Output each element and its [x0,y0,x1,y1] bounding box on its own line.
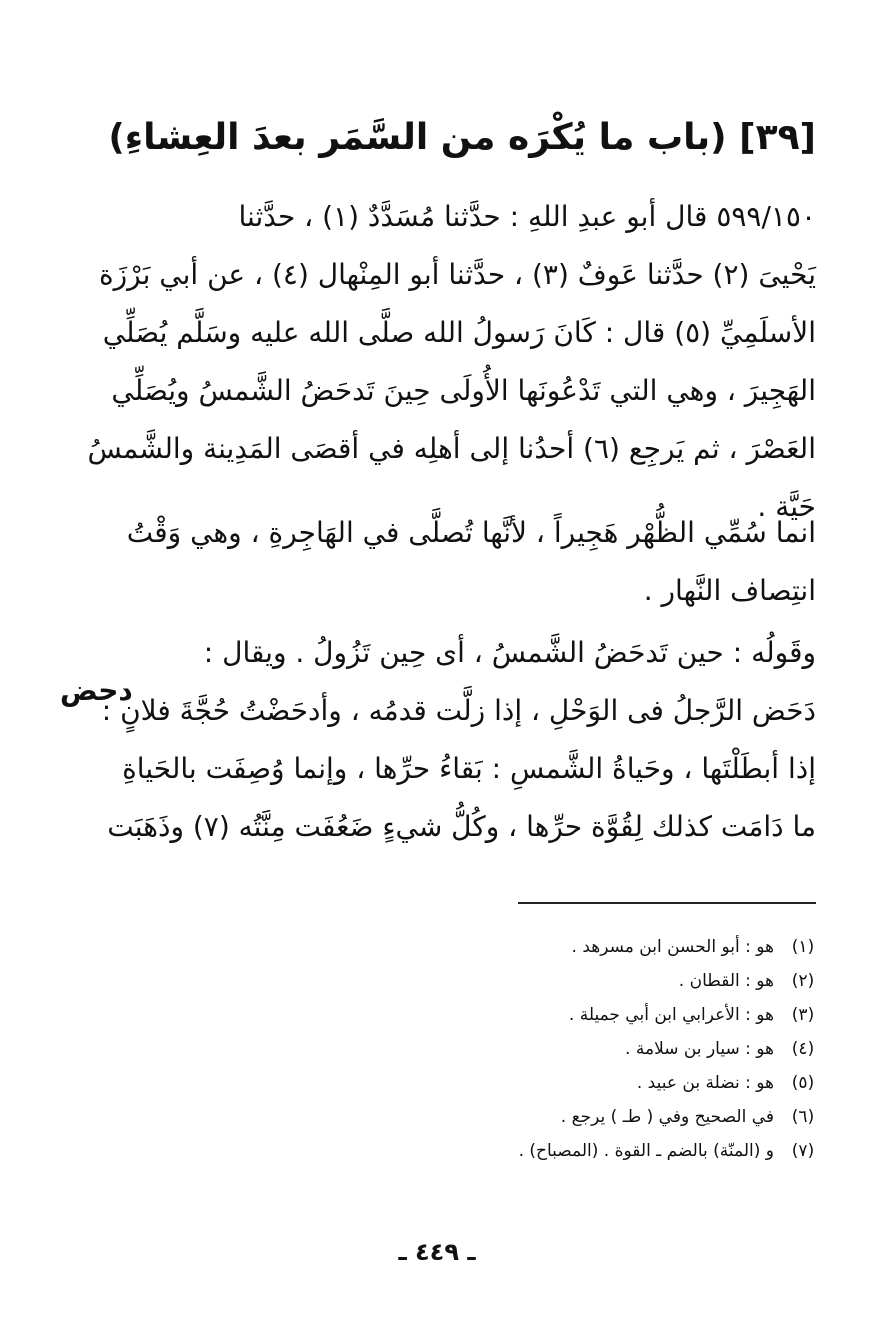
footnote [384,930,824,964]
text-line: دَحَض الرَّجلُ فى الوَحْلِ ، إذا زلَّت قدمُه ، وأدحَضْتُ حُجَّةَ فلانٍ : [101,694,816,727]
footnote-text: و (المنّة) بالضم ـ القوة . (المصباح) . [518,1141,774,1161]
text-line: ما دَامَت كذلك لِقُوَّة حرِّها ، وكُلُّ شيءٍ ضَعُفَت مِنَّتُه (٧) وذَهَبَت [107,810,816,843]
footnote-text: هو : سيار بن سلامة . [625,1039,774,1059]
footnote-number: (٤) [791,1039,815,1059]
footnote-number: (١) [791,937,815,957]
footnote [384,1134,824,1168]
footnote-text: هو : أبو الحسن ابن مسرهد . [571,937,774,957]
text-line: العَصْرَ ، ثم يَرجِع (٦) أحدُنا إلى أهلِه في أقصَى المَدِينة والشَّمسُ [87,432,816,465]
text-line: الهَجِيرَ ، وهي التي تَدْعُونَها الأُولَى حِينَ تَدحَضُ الشَّمسُ ويُصَلِّي [111,374,816,407]
footnote [384,1100,824,1134]
hadith-paragraph [87,188,816,536]
footnote-text: هو : الأعرابي ابن أبي جميلة . [568,1005,774,1025]
footnote-text: هو : القطان . [678,971,774,991]
footnote-text: هو : نضلة بن عبيد . [636,1073,774,1093]
text-line: إذا أبطَلْتَها ، وحَياةُ الشَّمسِ : بَقاءُ حرِّها ، وإنما وُصِفَت بالحَياةِ [122,752,816,785]
margin-keyword: دحض [60,674,133,707]
footnote-number: (٦) [791,1107,815,1127]
footnote [384,1066,824,1100]
text-line: انما سُمِّي الظُّهْر هَجِيراً ، لأنَّها تُصلَّى في الهَاجِرةِ ، وهي وَقْتُ [126,516,816,549]
footnote-text: في الصحيح وفي ( طـ ) يرجع . [560,1107,774,1127]
commentary-paragraph-dahd [101,624,816,856]
text-line: وقَولُه : حين تَدحَضُ الشَّمسُ ، أى حِين تَزُولُ . ويقال : [203,636,816,669]
footnote-number: (٢) [791,971,815,991]
footnote-divider [518,902,816,904]
footnote [384,998,824,1032]
footnote-number: (٣) [791,1005,815,1025]
footnotes [384,930,824,1168]
footnote-number: (٥) [791,1073,815,1093]
footnote [384,964,824,998]
chapter-heading: [٣٩] (باب ما يُكْرَه من السَّمَر بعدَ العِشاءِ) [108,117,816,158]
text-line: الأسلَمِيِّ (٥) قال : كَانَ رَسولُ الله صلَّى الله عليه وسَلَّم يُصَلِّي [102,316,816,349]
text-line: انتِصاف النَّهار . [643,574,816,607]
page-number: ـ ٤٤٩ ـ [398,1238,476,1266]
footnote [384,1032,824,1066]
text-line: ٥٩٩/١٥٠ قال أبو عبدِ اللهِ : حدَّثنا مُسَدَّدٌ (١) ، حدَّثنا [238,200,816,233]
text-line: يَحْيىَ (٢) حدَّثنا عَوفٌ (٣) ، حدَّثنا أبو المِنْهال (٤) ، عن أبي بَرْزَة [98,258,816,291]
footnote-number: (٧) [791,1141,815,1161]
commentary-paragraph-hajir [126,504,816,620]
text-line: حَيَّة . [757,490,816,523]
